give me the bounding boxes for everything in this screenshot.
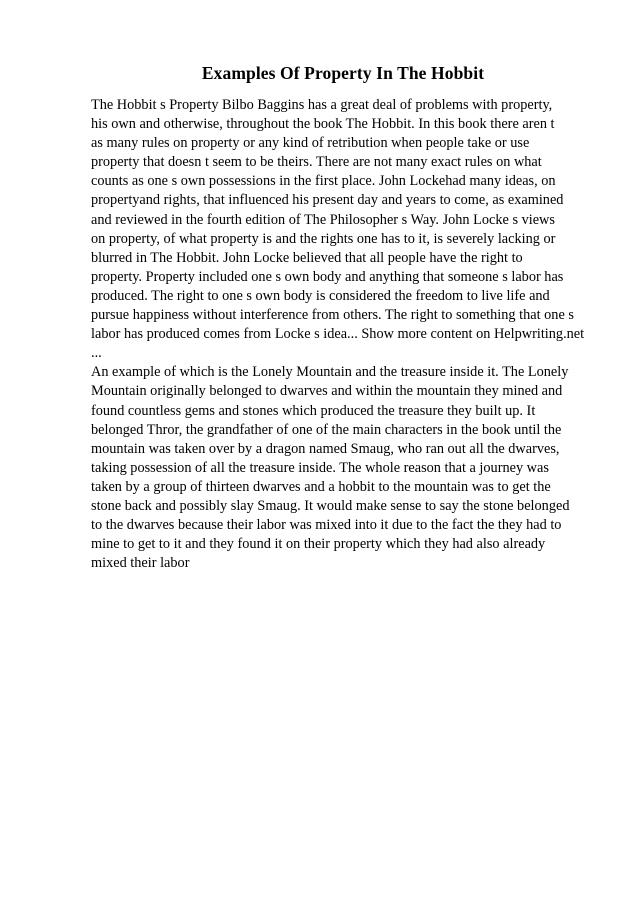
document-title: Examples Of Property In The Hobbit <box>201 63 485 83</box>
text-line: labor has produced comes from Locke s idea... Show more content on Helpwriting.net <box>91 326 585 343</box>
text-line: taken by a group of thirteen dwarves and a hobbit to the mountain was to get the <box>91 478 551 495</box>
text-line: Mountain originally belonged to dwarves and within the mountain they mined and <box>91 383 563 400</box>
text-line: produced. The right to one s own body is considered the freedom to live life and <box>91 287 550 304</box>
text-line: taking possession of all the treasure inside. The whole reason that a journey was <box>91 459 549 476</box>
text-line: ... <box>91 345 102 362</box>
text-line: to the dwarves because their labor was mixed into it due to the fact the they had to <box>91 517 562 534</box>
text-line: An example of which is the Lonely Mountain and the treasure inside it. The Lonely <box>91 364 569 381</box>
text-line: property. Property included one s own body and anything that someone s labor has <box>91 268 564 285</box>
text-line: pursue happiness without interference from others. The right to something that one s <box>91 307 574 324</box>
text-line: The Hobbit s Property Bilbo Baggins has a great deal of problems with property, <box>91 97 553 113</box>
text-line: property that doesn t seem to be theirs. There are not many exact rules on what <box>91 154 542 171</box>
text-line: mountain was taken over by a dragon named Smaug, who ran out all the dwarves, <box>91 440 560 457</box>
text-line: counts as one s own possessions in the first place. John Lockehad many ideas, on <box>91 173 556 190</box>
text-line: belonged Thror, the grandfather of one of the main characters in the book until the <box>91 421 562 438</box>
text-line: as many rules on property or any kind of retribution when people take or use <box>91 135 530 152</box>
text-line: blurred in The Hobbit. John Locke believed that all people have the right to <box>91 249 523 266</box>
text-line: on property, of what property is and the rights one has to it, is severely lacking or <box>91 230 556 247</box>
text-line: and reviewed in the fourth edition of The Philosopher s Way. John Locke s views <box>91 211 555 228</box>
document-body <box>91 96 611 573</box>
text-line: mine to get to it and they found it on their property which they had also already <box>91 536 546 553</box>
text-line: stone back and possibly slay Smaug. It would make sense to say the stone belonged <box>91 497 570 514</box>
text-line: found countless gems and stones which produced the treasure they built up. It <box>91 402 536 419</box>
text-line: mixed their labor <box>91 555 190 572</box>
text-line: his own and otherwise, throughout the book The Hobbit. In this book there aren t <box>91 116 555 133</box>
text-line: propertyand rights, that influenced his present day and years to come, as examined <box>91 192 564 209</box>
